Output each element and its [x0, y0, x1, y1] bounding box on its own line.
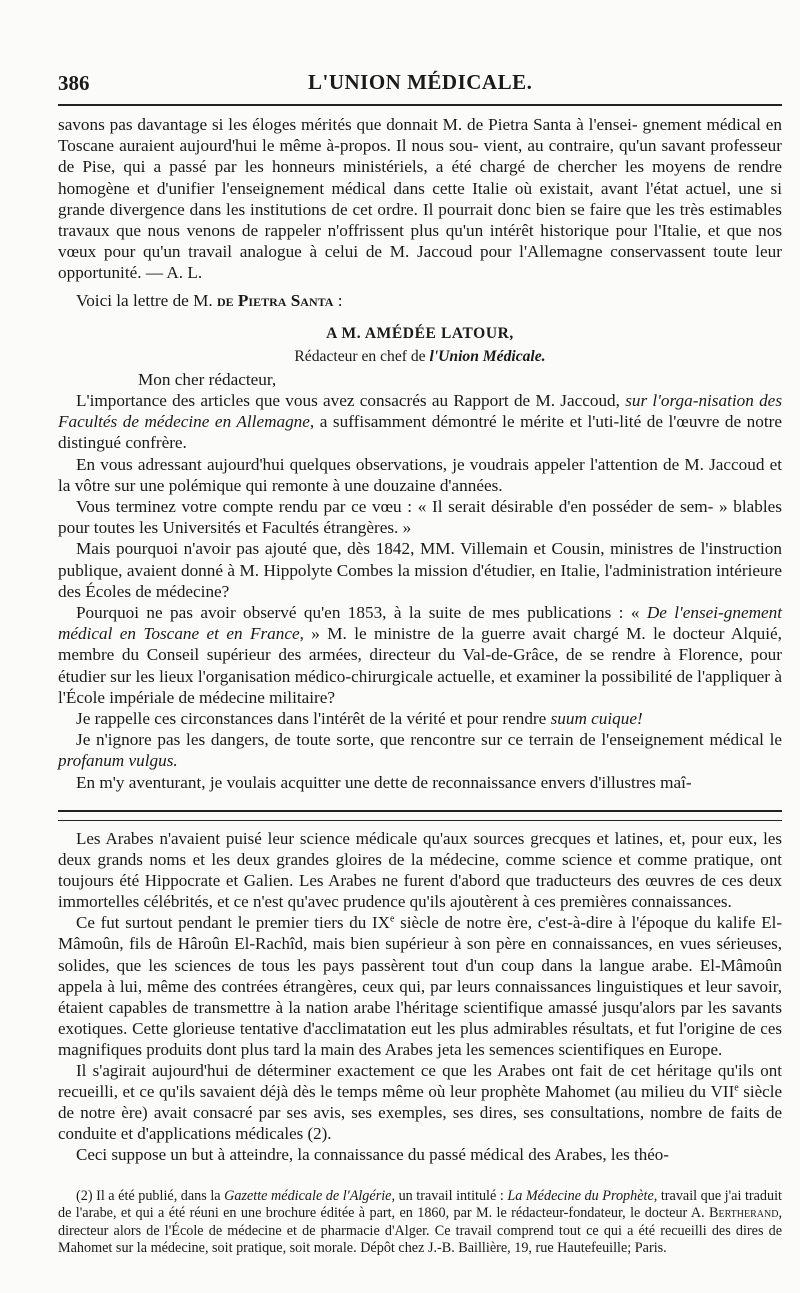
letter-paragraph	[58, 602, 782, 708]
letter-title: A M. AMÉDÉE LATOUR,	[326, 324, 514, 342]
roman-numeral: VII	[710, 1082, 735, 1102]
italic-phrase: suum cuique!	[550, 709, 643, 729]
paragraph-text: siècle de notre ère, c'est-à-dire à l'époque du kalife El-Mâmoûn, fils de Hâroûn El-Rachîd, mais bien supérieur à son père en connaissances, en vues sérieuses, solides, que les sciences de tous les pays passèrent tout d'un coup dans la langue arabe. El-Mâmoûn appela à lui, même des contrées étrangères, ceux qui, par leurs connaissances linguistiques et leur savoir, étaient capables de transmettre à la nation arabe l'héritage scientifique amassé jusqu'alors par les savants exotiques. Cette glorieuse tentative d'acclimatation eut les plus admirables résultats, et fut l'origine de ces magnifiques produits dont plus tard la main des Arabes jeta les semences scientifiques en Europe.	[58, 913, 783, 1059]
recipient-prefix: Rédacteur en chef de	[294, 347, 430, 365]
letter-paragraph: Mais pourquoi n'avoir pas ajouté que, dès 1842, MM. Villemain et Cousin, ministres de l'instruction publique, avaient donné à M. Hippolyte Combes la mission d'étudier, en Italie, l'administration intérieure des Écoles de médecine?	[58, 539, 782, 601]
footnote-text	[58, 1188, 782, 1257]
editor-note-line: vient, au contraire, qu'un savant professeur de Pise, qui a passé par les honneurs	[58, 136, 783, 177]
editor-note-line: gnement médical en Toscane auraient aujourd'hui le même à-propos. Il nous sou-	[58, 115, 782, 156]
intro-prefix: Voici la lettre de M.	[76, 290, 217, 310]
footnote-part: (2) Il a été publié, dans la	[76, 1188, 225, 1204]
letter-paragraph	[58, 729, 782, 771]
editor-note-line: intérêt historique pour l'Italie, et que nos vœux pour qu'un travail analogue à celui	[58, 221, 783, 262]
editor-note	[58, 114, 782, 284]
paragraph-text: L'importance des articles que vous avez consacrés au Rapport de M. Jaccoud,	[76, 391, 626, 411]
feuilleton-separator	[58, 810, 782, 821]
editor-note-line: ministériels, a été chargé de chercher les moyens de rendre homogène et d'unifier	[58, 157, 783, 198]
footnote	[58, 1188, 782, 1257]
letter-intro	[58, 290, 782, 311]
superscript: e	[389, 913, 395, 925]
footnote-part: travail que j'ai traduit de l'arabe, et qui a été réuni en une brochure éditée à part, en 1860, par M. le rédacteur-fondateur, le docteur A.	[58, 1188, 782, 1222]
italic-phrase: sur l'orga-nisation des Facultés de médecine en Allemagne,	[58, 391, 783, 432]
editor-note-line: l'enseignement médical dans cette Italie où existait, avant l'état actuel, une si	[221, 178, 782, 198]
superscript: e	[734, 1082, 739, 1094]
paragraph-text: Il s'agirait aujourd'hui de déterminer exactement ce que les Arabes ont fait de cet héritage qu'ils ont recueilli, et ce qu'ils savaient déjà dès le temps même où leur prophète Mahomet (au milieu du	[58, 1061, 782, 1102]
roman-numeral: IX	[372, 913, 390, 933]
letter-paragraph: Vous terminez votre compte rendu par ce vœu : « Il serait désirable d'en posséder de sem- » blables pour toutes les Universités et Facultés étrangères. »	[58, 497, 782, 538]
feuilleton-paragraph: Les Arabes n'avaient puisé leur science médicale qu'aux sources grecques et latines, et, pour eux, les deux grands noms et les deux grandes gloires de la médecine, comme science et comme pratique, ont toujours été Hippocrate et Galien. Les Arabes ne furent d'abord que traducteurs des œuvres de ces deux immortelles célébrités, et ce n'est qu'avec prudence qu'ils ajoutèrent à ces premières connaissances.	[58, 829, 782, 912]
paragraph-text: Ce fut surtout pendant le premier tiers du	[76, 913, 372, 933]
recipient-journal: l'Union Médicale.	[429, 347, 546, 365]
letter-paragraph	[58, 390, 782, 454]
paragraph-text: » M. le ministre de la guerre avait chargé M. le docteur Alquié, membre du Conseil supérieur des armées, directeur du Val-de-Grâce, de se rendre à Florence, pour étudier sur les lieux l'organisation médico-chirurgicale actuelle, et examiner la possibilité de l'appliquer à l'École impériale de médecine militaire?	[58, 624, 782, 707]
italic-title: La Médecine du Prophète,	[507, 1188, 658, 1204]
journal-title: L'UNION MÉDICALE.	[308, 70, 533, 94]
page-header	[58, 64, 782, 106]
editor-note-line: que les très estimables travaux que nous venons de rappeler n'offrissent plus qu'un	[58, 199, 782, 241]
author-name: de Pietra Santa	[216, 290, 334, 310]
recipient-line	[58, 346, 782, 367]
feuilleton-paragraph	[58, 912, 782, 1060]
italic-title: Gazette médicale de l'Algérie,	[224, 1188, 396, 1204]
italic-phrase: De l'ensei-gnement médical en Toscane et en France,	[58, 603, 782, 644]
feuilleton-paragraph: Ceci suppose un but à atteindre, la connaissance du passé médical des Arabes, les théo-	[76, 1145, 669, 1165]
editor-note-line: de M. Jaccoud pour l'Allemagne conservassent toute leur opportunité. — A. L.	[58, 242, 782, 283]
footnote-part: un travail intitulé :	[395, 1188, 508, 1204]
editor-note-line: savons pas davantage si les éloges mérités que donnait M. de Pietra Santa à l'ensei-	[58, 115, 638, 134]
paragraph-text: Pourquoi ne pas avoir observé qu'en 1853, à la suite de mes publications : «	[76, 603, 647, 623]
letter-paragraph: En m'y aventurant, je voulais acquitter une dette de reconnaissance envers d'illustres maî-	[76, 772, 692, 792]
letter-paragraph: En vous adressant aujourd'hui quelques observations, je voudrais appeler l'attention de M. Jaccoud et la vôtre sur une polémique qui remonte à une douzaine d'années.	[58, 454, 782, 495]
main-article	[58, 114, 782, 804]
letter-paragraph	[58, 708, 782, 729]
paragraph-text: Je n'ignore pas les dangers, de toute sorte, que rencontre sur ce terrain de l'enseignement médical le	[76, 730, 782, 750]
doctor-name: Bertherand,	[709, 1205, 782, 1222]
feuilleton-section	[58, 828, 782, 1168]
paragraph-text: siècle de notre ère) avait consacré par ses avis, ses exemples, ses dires, ses consultations, nombre de faits de conduite et d'applications médicales (2).	[58, 1082, 783, 1144]
intro-suffix: :	[333, 290, 343, 310]
footnote-part: directeur alors de l'École de médecine et de pharmacie d'Alger. Ce travail comprend tout ce qui a été recueilli des dires de Mahomet sur la médecine, soit pratique, soit morale. Dépôt chez J.-B. Baillière, 19, rue Hautefeuille; Paris.	[58, 1222, 782, 1256]
editor-note-line: grande divergence dans les institutions de cet ordre. Il pourrait donc bien se faire	[58, 199, 622, 219]
page-number: 386	[58, 71, 90, 95]
italic-phrase: profanum vulgus.	[58, 751, 178, 771]
feuilleton-paragraph	[58, 1060, 782, 1144]
salutation: Mon cher rédacteur,	[138, 369, 277, 389]
paragraph-text: a suffisamment démontré le mérite et l'uti-lité de l'œuvre de notre distingué confrère.	[58, 412, 782, 453]
paragraph-text: Je rappelle ces circonstances dans l'intérêt de la vérité et pour rendre	[76, 709, 551, 729]
